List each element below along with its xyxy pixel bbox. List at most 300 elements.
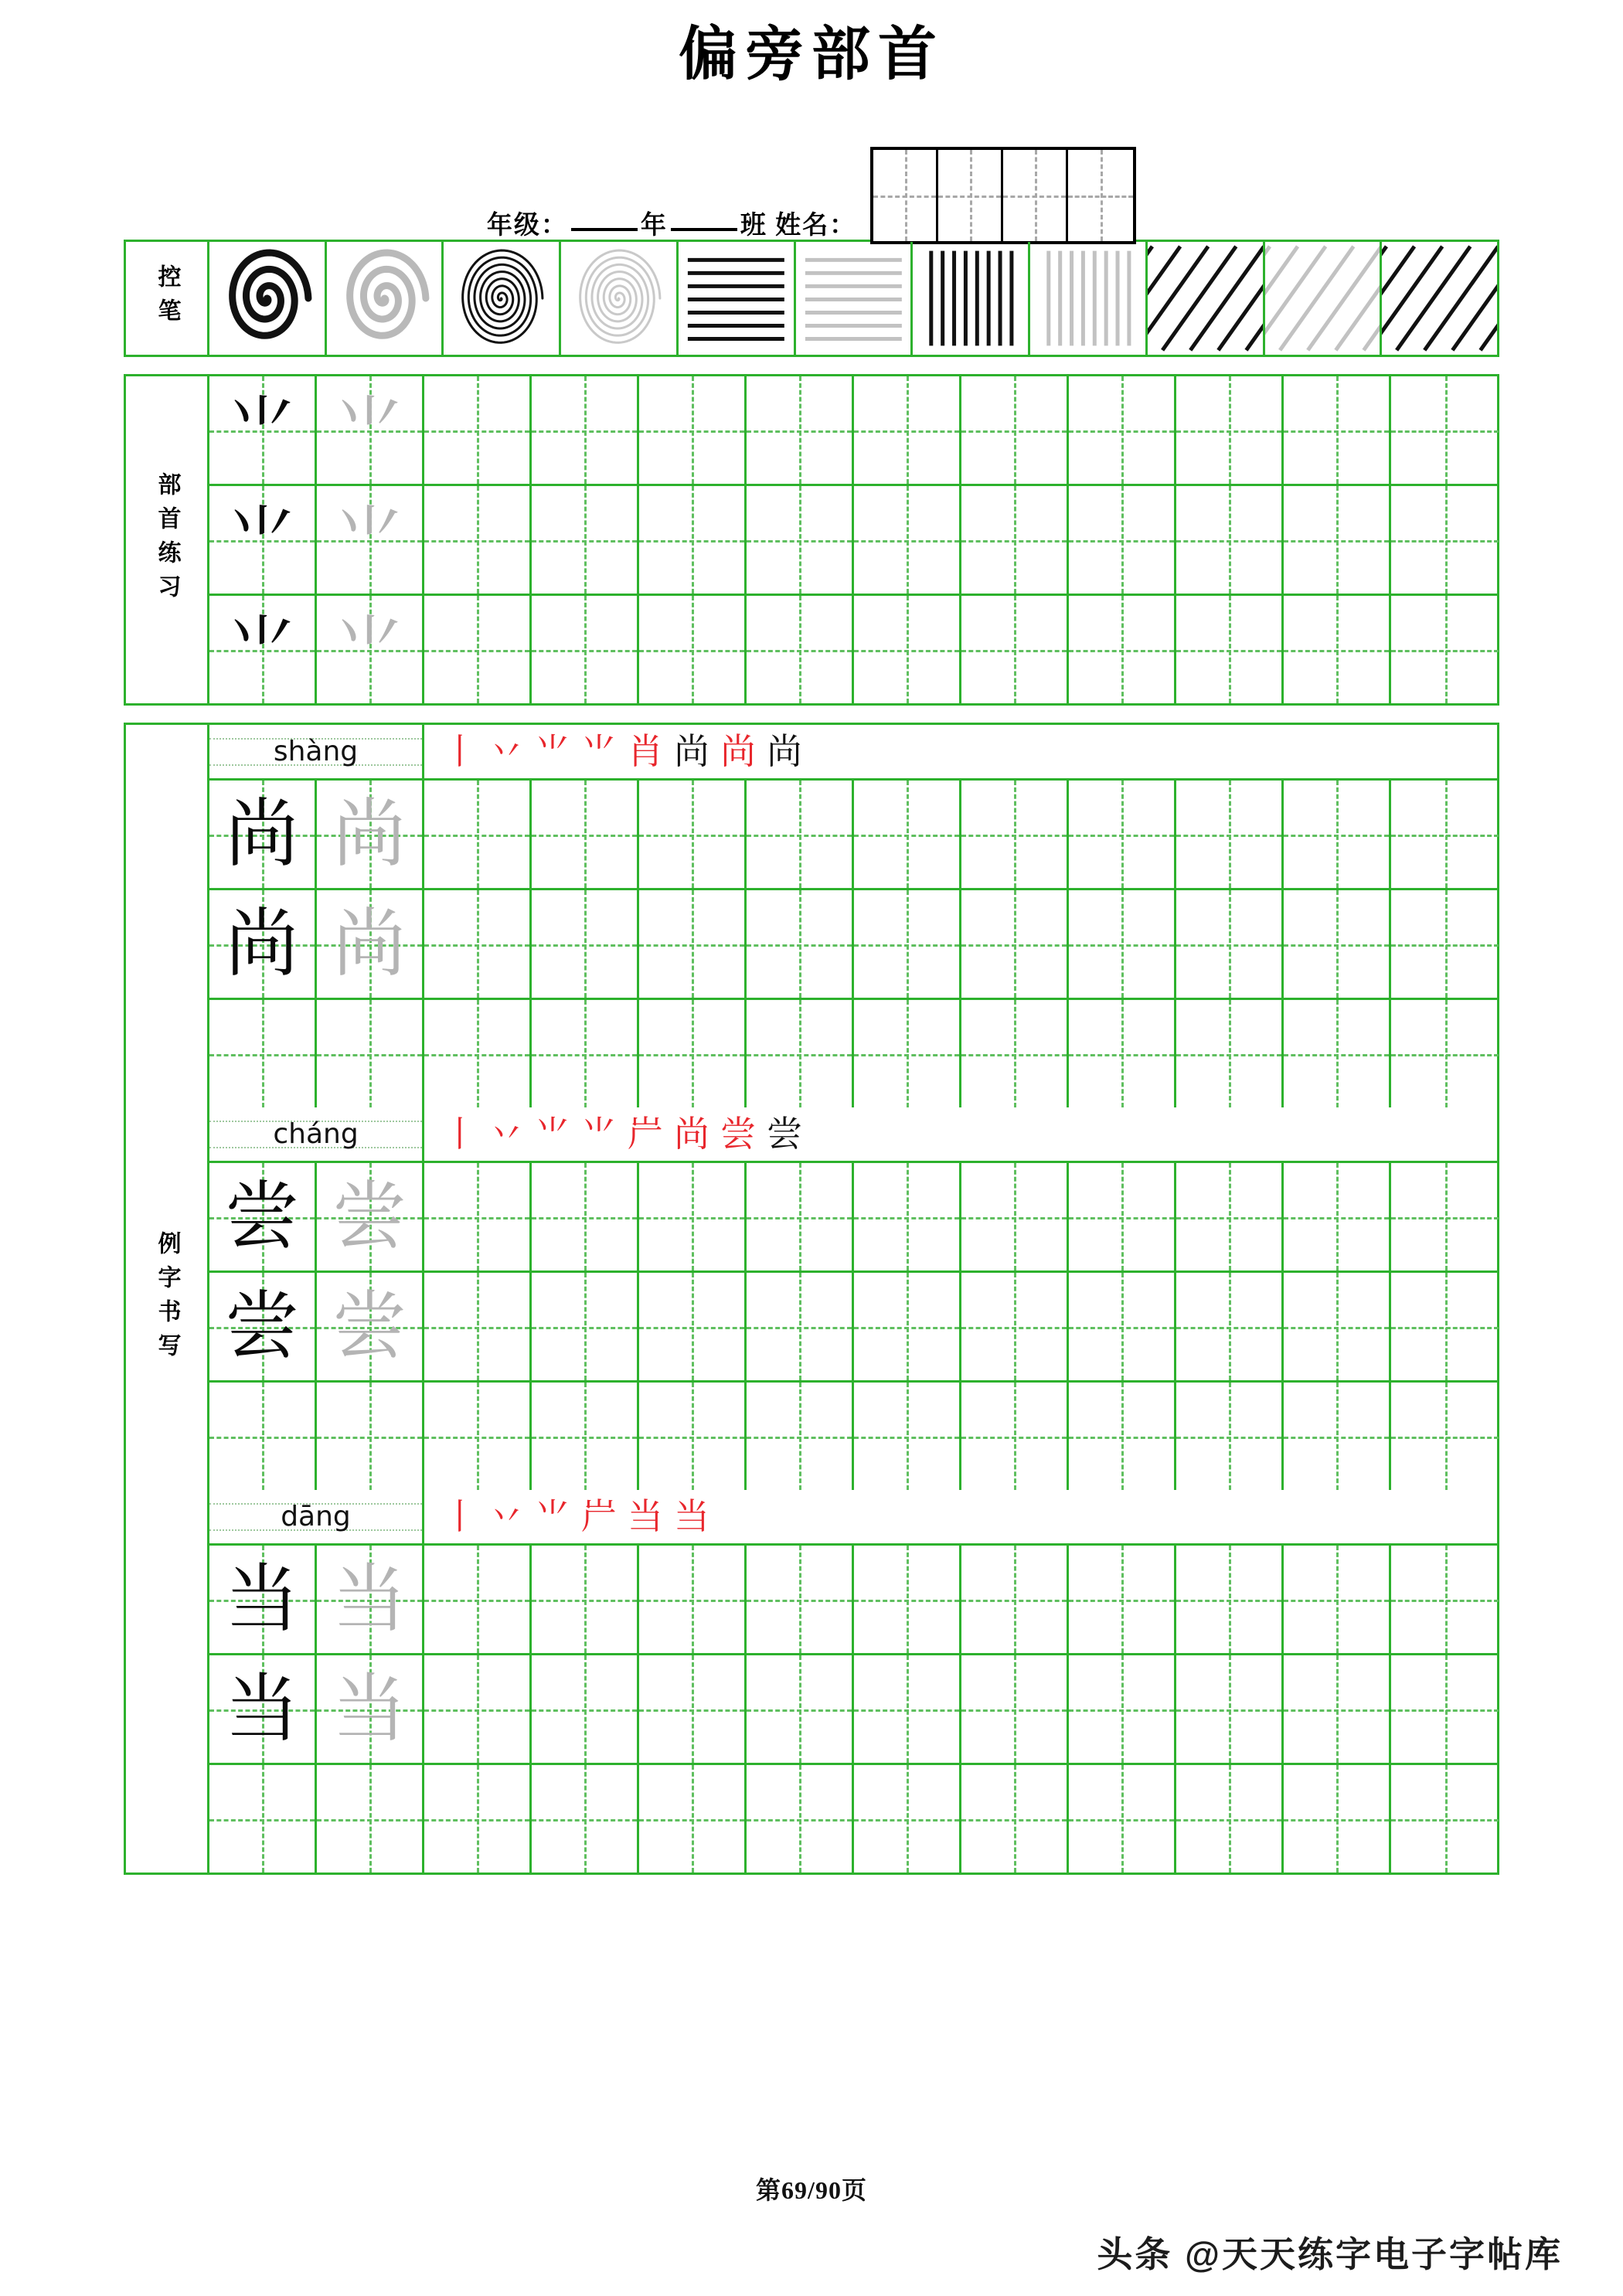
cell-horizontal-guide <box>961 1600 1067 1602</box>
stroke-order-sequence <box>424 725 1499 778</box>
character-cell[interactable] <box>1391 1546 1499 1653</box>
character-cell[interactable] <box>1176 890 1284 998</box>
character-cell[interactable] <box>961 781 1069 888</box>
name-grid-cell[interactable] <box>873 150 938 241</box>
pen-control-cell-lines-diagonal-dark[interactable] <box>1148 242 1265 355</box>
character-cell[interactable] <box>639 890 747 998</box>
trace-character: 尝 <box>332 1284 407 1368</box>
stroke-step: ⺌ <box>535 1496 570 1536</box>
character-cell[interactable] <box>854 486 961 594</box>
character-cell[interactable] <box>532 1273 639 1380</box>
cell-horizontal-guide <box>1176 1217 1281 1219</box>
name-grid-cell[interactable] <box>1068 150 1133 241</box>
character-cell[interactable] <box>747 1000 854 1107</box>
stroke-step: 丨 <box>442 731 478 771</box>
character-cell[interactable] <box>1391 596 1499 703</box>
cell-horizontal-guide <box>1391 1054 1499 1056</box>
worksheet-body <box>124 240 1499 1875</box>
character-cell[interactable] <box>317 781 424 888</box>
character-cell[interactable] <box>1391 781 1499 888</box>
cell-horizontal-guide <box>532 1709 637 1712</box>
stroke-step: 尚 <box>674 731 709 771</box>
character-cell[interactable] <box>1069 1273 1176 1380</box>
character-cell[interactable] <box>639 1765 747 1873</box>
cell-horizontal-guide <box>854 1600 959 1602</box>
cell-horizontal-guide <box>424 1217 529 1219</box>
cell-horizontal-guide <box>1284 540 1389 543</box>
character-cell[interactable] <box>1069 376 1176 484</box>
character-cell[interactable] <box>961 1383 1069 1490</box>
character-cell[interactable] <box>747 1655 854 1763</box>
spiral-thick-light <box>327 242 442 355</box>
stroke-step: 丷 <box>488 1496 524 1536</box>
character-cell[interactable] <box>639 1546 747 1653</box>
character-cell[interactable] <box>1391 486 1499 594</box>
character-cell[interactable] <box>532 781 639 888</box>
stroke-step: 尝 <box>767 1114 802 1154</box>
practice-row <box>209 486 1499 596</box>
character-cell[interactable] <box>961 1163 1069 1270</box>
cell-horizontal-guide <box>1284 650 1389 652</box>
character-cell[interactable] <box>854 596 961 703</box>
character-cell[interactable] <box>317 1655 424 1763</box>
cell-horizontal-guide <box>424 1054 529 1056</box>
character-cell[interactable] <box>747 596 854 703</box>
cell-horizontal-guide <box>854 1437 959 1439</box>
cell-horizontal-guide <box>1069 1327 1174 1329</box>
cell-horizontal-guide <box>532 1600 637 1602</box>
character-cell[interactable] <box>1391 1000 1499 1107</box>
name-grid-cell[interactable] <box>938 150 1003 241</box>
cell-horizontal-guide <box>424 1437 529 1439</box>
cell-horizontal-guide <box>424 540 529 543</box>
cell-horizontal-guide <box>209 1819 315 1821</box>
character-cell[interactable] <box>209 1765 317 1873</box>
cell-horizontal-guide <box>1176 1709 1281 1712</box>
character-cell[interactable] <box>961 1546 1069 1653</box>
pen-control-cell-lines-vertical-dark[interactable] <box>913 242 1030 355</box>
character-cell[interactable] <box>1284 1163 1391 1270</box>
trace-character: 当 <box>332 1557 407 1641</box>
character-cell[interactable] <box>747 1273 854 1380</box>
cell-horizontal-guide <box>1176 944 1281 947</box>
example-writing-body <box>209 725 1499 1873</box>
character-cell[interactable] <box>1069 890 1176 998</box>
trace-character: 尚 <box>332 792 407 876</box>
cell-horizontal-guide <box>532 650 637 652</box>
character-cell[interactable] <box>317 596 424 703</box>
cell-horizontal-guide <box>747 1217 852 1219</box>
cell-horizontal-guide <box>639 835 744 837</box>
watermark: 头条 @天天练字电子字帖库 <box>1097 2234 1563 2274</box>
name-label: 姓名： <box>775 212 857 240</box>
pinyin-text: shàng <box>273 736 359 767</box>
character-cell[interactable] <box>1391 376 1499 484</box>
character-cell[interactable] <box>209 1383 317 1490</box>
character-cell[interactable] <box>1284 486 1391 594</box>
character-cell[interactable] <box>854 1163 961 1270</box>
character-cell[interactable] <box>1176 486 1284 594</box>
name-grid[interactable] <box>870 147 1136 244</box>
cell-horizontal-guide <box>532 835 637 837</box>
character-cell[interactable] <box>747 781 854 888</box>
cell-horizontal-guide <box>209 1437 315 1439</box>
character-cell[interactable] <box>1069 1000 1176 1107</box>
character-cell[interactable] <box>961 1000 1069 1107</box>
character-cell[interactable] <box>961 486 1069 594</box>
trace-character: 尝 <box>332 1175 407 1258</box>
worksheet-header <box>0 0 1623 240</box>
stroke-step: ⺌ <box>581 1114 617 1154</box>
character-cell[interactable] <box>1069 781 1176 888</box>
cell-horizontal-guide <box>639 1437 744 1439</box>
character-cell[interactable] <box>1176 1546 1284 1653</box>
cell-horizontal-guide <box>747 1327 852 1329</box>
character-cell[interactable] <box>209 1546 317 1653</box>
cell-horizontal-guide <box>747 835 852 837</box>
stroke-order-row <box>209 1490 1499 1546</box>
cell-horizontal-guide <box>1284 1600 1389 1602</box>
character-cell[interactable] <box>1391 1273 1499 1380</box>
example-character-block-当 <box>209 1490 1499 1873</box>
character-cell[interactable] <box>1284 1273 1391 1380</box>
character-cell[interactable] <box>1284 376 1391 484</box>
character-cell[interactable] <box>639 781 747 888</box>
spiral-thin-light <box>561 242 676 355</box>
character-cell[interactable] <box>639 1163 747 1270</box>
cell-horizontal-guide <box>1176 1327 1281 1329</box>
character-cell[interactable] <box>1284 1546 1391 1653</box>
character-cell[interactable] <box>854 376 961 484</box>
character-cell[interactable] <box>1069 1655 1176 1763</box>
character-cell[interactable] <box>1176 1273 1284 1380</box>
cell-horizontal-guide <box>1069 1819 1174 1821</box>
page-number: 第69/90页 <box>756 2176 867 2204</box>
practice-row <box>209 596 1499 703</box>
character-cell[interactable] <box>1176 781 1284 888</box>
character-cell[interactable] <box>854 1273 961 1380</box>
character-cell[interactable] <box>317 890 424 998</box>
cell-horizontal-guide <box>854 430 959 433</box>
pinyin-cell <box>209 725 424 778</box>
character-cell[interactable] <box>747 1383 854 1490</box>
character-cell[interactable] <box>424 1546 532 1653</box>
character-cell[interactable] <box>747 1546 854 1653</box>
cell-horizontal-guide <box>424 944 529 947</box>
pen-control-pattern-row <box>209 242 1497 355</box>
character-cell[interactable] <box>317 1273 424 1380</box>
cell-horizontal-guide <box>317 1437 422 1439</box>
cell-horizontal-guide <box>639 1327 744 1329</box>
pen-control-label-cell <box>126 242 209 355</box>
stroke-order-sequence <box>424 1490 1499 1543</box>
character-cell[interactable] <box>532 890 639 998</box>
example-writing-label-cell <box>126 725 209 1873</box>
pen-control-cell-lines-vertical-light[interactable] <box>1030 242 1148 355</box>
character-cell[interactable] <box>209 486 317 594</box>
trace-character: ⺌ <box>333 610 405 689</box>
cell-horizontal-guide <box>209 1054 315 1056</box>
cell-horizontal-guide <box>961 835 1067 837</box>
character-cell[interactable] <box>854 890 961 998</box>
cell-horizontal-guide <box>747 1054 852 1056</box>
character-cell[interactable] <box>532 1546 639 1653</box>
stroke-step: 屵 <box>628 1114 663 1154</box>
cell-horizontal-guide <box>1391 1327 1499 1329</box>
grade-blank[interactable] <box>571 228 638 231</box>
character-cell[interactable] <box>639 596 747 703</box>
character-cell[interactable] <box>532 376 639 484</box>
cell-horizontal-guide <box>639 1054 744 1056</box>
cell-horizontal-guide <box>961 1709 1067 1712</box>
stroke-step: 丨 <box>442 1496 478 1536</box>
character-cell[interactable] <box>424 1273 532 1380</box>
stroke-step: 丨 <box>442 1114 478 1154</box>
character-cell[interactable] <box>424 1000 532 1107</box>
character-cell[interactable] <box>424 1765 532 1873</box>
character-cell[interactable] <box>317 376 424 484</box>
cell-horizontal-guide <box>1391 540 1499 543</box>
example-character-block-尚 <box>209 725 1499 1107</box>
character-cell[interactable] <box>1176 1655 1284 1763</box>
cell-horizontal-guide <box>961 540 1067 543</box>
character-cell[interactable] <box>1284 890 1391 998</box>
cell-horizontal-guide <box>961 1217 1067 1219</box>
character-cell[interactable] <box>854 1000 961 1107</box>
cell-horizontal-guide <box>747 1819 852 1821</box>
cell-horizontal-guide <box>854 835 959 837</box>
cell-horizontal-guide <box>961 944 1067 947</box>
cell-horizontal-guide <box>1069 1709 1174 1712</box>
character-cell[interactable] <box>1069 486 1176 594</box>
stroke-order-sequence <box>424 1107 1499 1161</box>
radical-practice-label: 部首练习 <box>154 471 180 608</box>
cell-horizontal-guide <box>424 1819 529 1821</box>
pen-control-cell-lines-horizontal-light[interactable] <box>796 242 914 355</box>
character-cell[interactable] <box>747 1765 854 1873</box>
cell-horizontal-guide <box>1391 1600 1499 1602</box>
pinyin-cell <box>209 1107 424 1161</box>
character-cell[interactable] <box>209 1273 317 1380</box>
character-cell[interactable] <box>1176 1000 1284 1107</box>
pen-control-cell-lines-horizontal-dark[interactable] <box>679 242 796 355</box>
character-cell[interactable] <box>961 1655 1069 1763</box>
character-cell[interactable] <box>532 1163 639 1270</box>
character-cell[interactable] <box>532 1765 639 1873</box>
character-cell[interactable] <box>1391 1765 1499 1873</box>
character-cell[interactable] <box>1284 1765 1391 1873</box>
character-cell[interactable] <box>317 1163 424 1270</box>
trace-character: ⺌ <box>333 500 405 580</box>
cell-horizontal-guide <box>317 1819 422 1821</box>
character-cell[interactable] <box>639 486 747 594</box>
character-cell[interactable] <box>317 1000 424 1107</box>
pinyin-cell <box>209 1490 424 1543</box>
character-cell[interactable] <box>209 1163 317 1270</box>
character-cell[interactable] <box>961 596 1069 703</box>
cell-horizontal-guide <box>1391 1437 1499 1439</box>
model-character: 尚 <box>225 902 299 985</box>
character-cell[interactable] <box>961 376 1069 484</box>
character-cell[interactable] <box>424 1383 532 1490</box>
character-cell[interactable] <box>1284 781 1391 888</box>
character-cell[interactable] <box>209 1655 317 1763</box>
character-cell[interactable] <box>209 890 317 998</box>
character-cell[interactable] <box>424 1655 532 1763</box>
cell-horizontal-guide <box>532 1437 637 1439</box>
character-cell[interactable] <box>1176 596 1284 703</box>
class-blank[interactable] <box>671 228 737 231</box>
character-cell[interactable] <box>961 1273 1069 1380</box>
cell-horizontal-guide <box>1284 944 1389 947</box>
character-cell[interactable] <box>747 376 854 484</box>
cell-horizontal-guide <box>1284 1437 1389 1439</box>
character-cell[interactable] <box>317 486 424 594</box>
character-cell[interactable] <box>317 1546 424 1653</box>
cell-horizontal-guide <box>1069 430 1174 433</box>
cell-horizontal-guide <box>532 944 637 947</box>
stroke-step: 当 <box>674 1496 709 1536</box>
character-cell[interactable] <box>1176 1383 1284 1490</box>
model-character: ⺌ <box>226 390 298 470</box>
character-cell[interactable] <box>854 1655 961 1763</box>
stroke-step: 当 <box>628 1496 663 1536</box>
cell-horizontal-guide <box>1176 540 1281 543</box>
cell-horizontal-guide <box>854 1217 959 1219</box>
character-cell[interactable] <box>1284 1655 1391 1763</box>
cell-horizontal-guide <box>532 540 637 543</box>
cell-horizontal-guide <box>424 1709 529 1712</box>
model-character: 尚 <box>225 792 299 876</box>
character-cell[interactable] <box>747 1163 854 1270</box>
name-grid-cell[interactable] <box>1003 150 1068 241</box>
cell-horizontal-guide <box>961 1054 1067 1056</box>
character-cell[interactable] <box>1176 1163 1284 1270</box>
character-cell[interactable] <box>1069 1383 1176 1490</box>
character-cell[interactable] <box>961 1765 1069 1873</box>
character-cell[interactable] <box>1391 890 1499 998</box>
cell-horizontal-guide <box>1176 430 1281 433</box>
character-cell[interactable] <box>1069 1765 1176 1873</box>
character-cell[interactable] <box>209 781 317 888</box>
page-title: 偏旁部首 <box>679 22 944 87</box>
cell-horizontal-guide <box>424 1600 529 1602</box>
character-cell[interactable] <box>424 890 532 998</box>
character-cell[interactable] <box>854 1383 961 1490</box>
character-cell[interactable] <box>1284 596 1391 703</box>
character-cell[interactable] <box>1176 1765 1284 1873</box>
radical-practice-grid[interactable] <box>209 376 1499 703</box>
character-cell[interactable] <box>209 596 317 703</box>
pen-control-cell-spiral-thick-dark[interactable] <box>209 242 327 355</box>
character-cell[interactable] <box>532 596 639 703</box>
character-cell[interactable] <box>424 596 532 703</box>
pen-control-cell-lines-diagonal-dark-2[interactable] <box>1382 242 1497 355</box>
character-cell[interactable] <box>1069 1546 1176 1653</box>
character-cell[interactable] <box>639 1273 747 1380</box>
character-cell[interactable] <box>424 781 532 888</box>
cell-horizontal-guide <box>961 430 1067 433</box>
character-cell[interactable] <box>1284 1383 1391 1490</box>
cell-horizontal-guide <box>639 1819 744 1821</box>
character-cell[interactable] <box>747 890 854 998</box>
character-cell[interactable] <box>639 376 747 484</box>
character-cell[interactable] <box>1391 1383 1499 1490</box>
cell-horizontal-guide <box>532 1217 637 1219</box>
character-cell[interactable] <box>209 376 317 484</box>
character-cell[interactable] <box>1391 1163 1499 1270</box>
model-character: ⺌ <box>226 500 298 580</box>
character-cell[interactable] <box>532 1383 639 1490</box>
character-cell[interactable] <box>532 1000 639 1107</box>
character-cell[interactable] <box>1069 596 1176 703</box>
character-cell[interactable] <box>209 1000 317 1107</box>
cell-horizontal-guide <box>317 1054 422 1056</box>
character-writing-row <box>209 1383 1499 1490</box>
cell-horizontal-guide <box>532 430 637 433</box>
cell-horizontal-guide <box>424 650 529 652</box>
character-cell[interactable] <box>1069 1163 1176 1270</box>
character-cell[interactable] <box>854 781 961 888</box>
cell-horizontal-guide <box>639 944 744 947</box>
character-cell[interactable] <box>317 1383 424 1490</box>
character-cell[interactable] <box>532 486 639 594</box>
lines-vertical-dark <box>913 242 1028 355</box>
trace-character: ⺌ <box>333 390 405 470</box>
character-cell[interactable] <box>424 486 532 594</box>
character-cell[interactable] <box>639 1383 747 1490</box>
character-cell[interactable] <box>1391 1655 1499 1763</box>
model-character: ⺌ <box>226 610 298 689</box>
cell-horizontal-guide <box>1391 1217 1499 1219</box>
character-cell[interactable] <box>532 1655 639 1763</box>
character-cell[interactable] <box>961 890 1069 998</box>
stroke-step: ⺌ <box>535 1114 570 1154</box>
character-cell[interactable] <box>317 1765 424 1873</box>
character-cell[interactable] <box>424 1163 532 1270</box>
pen-control-label: 控笔 <box>154 264 180 332</box>
character-writing-row <box>209 781 1499 890</box>
character-cell[interactable] <box>424 376 532 484</box>
cell-horizontal-guide <box>854 540 959 543</box>
pen-control-cell-spiral-thick-light[interactable] <box>327 242 444 355</box>
cell-horizontal-guide <box>854 650 959 652</box>
cell-horizontal-guide <box>1391 650 1499 652</box>
model-character: 当 <box>225 1667 299 1750</box>
pen-control-cell-spiral-thin-dark[interactable] <box>444 242 561 355</box>
character-cell[interactable] <box>639 1655 747 1763</box>
character-cell[interactable] <box>747 486 854 594</box>
character-cell[interactable] <box>639 1000 747 1107</box>
lines-diagonal-light <box>1265 242 1380 355</box>
character-cell[interactable] <box>854 1765 961 1873</box>
cell-horizontal-guide <box>1176 1600 1281 1602</box>
cell-horizontal-guide <box>639 1217 744 1219</box>
spiral-thin-dark <box>444 242 559 355</box>
cell-horizontal-guide <box>747 430 852 433</box>
cell-horizontal-guide <box>1069 650 1174 652</box>
cell-horizontal-guide <box>1069 540 1174 543</box>
character-cell[interactable] <box>1284 1000 1391 1107</box>
cell-horizontal-guide <box>424 835 529 837</box>
character-cell[interactable] <box>854 1546 961 1653</box>
lines-horizontal-light <box>796 242 911 355</box>
character-writing-row <box>209 1765 1499 1873</box>
pen-control-cell-lines-diagonal-light[interactable] <box>1265 242 1383 355</box>
pen-control-cell-spiral-thin-light[interactable] <box>561 242 679 355</box>
character-cell[interactable] <box>1176 376 1284 484</box>
character-writing-row <box>209 1273 1499 1383</box>
